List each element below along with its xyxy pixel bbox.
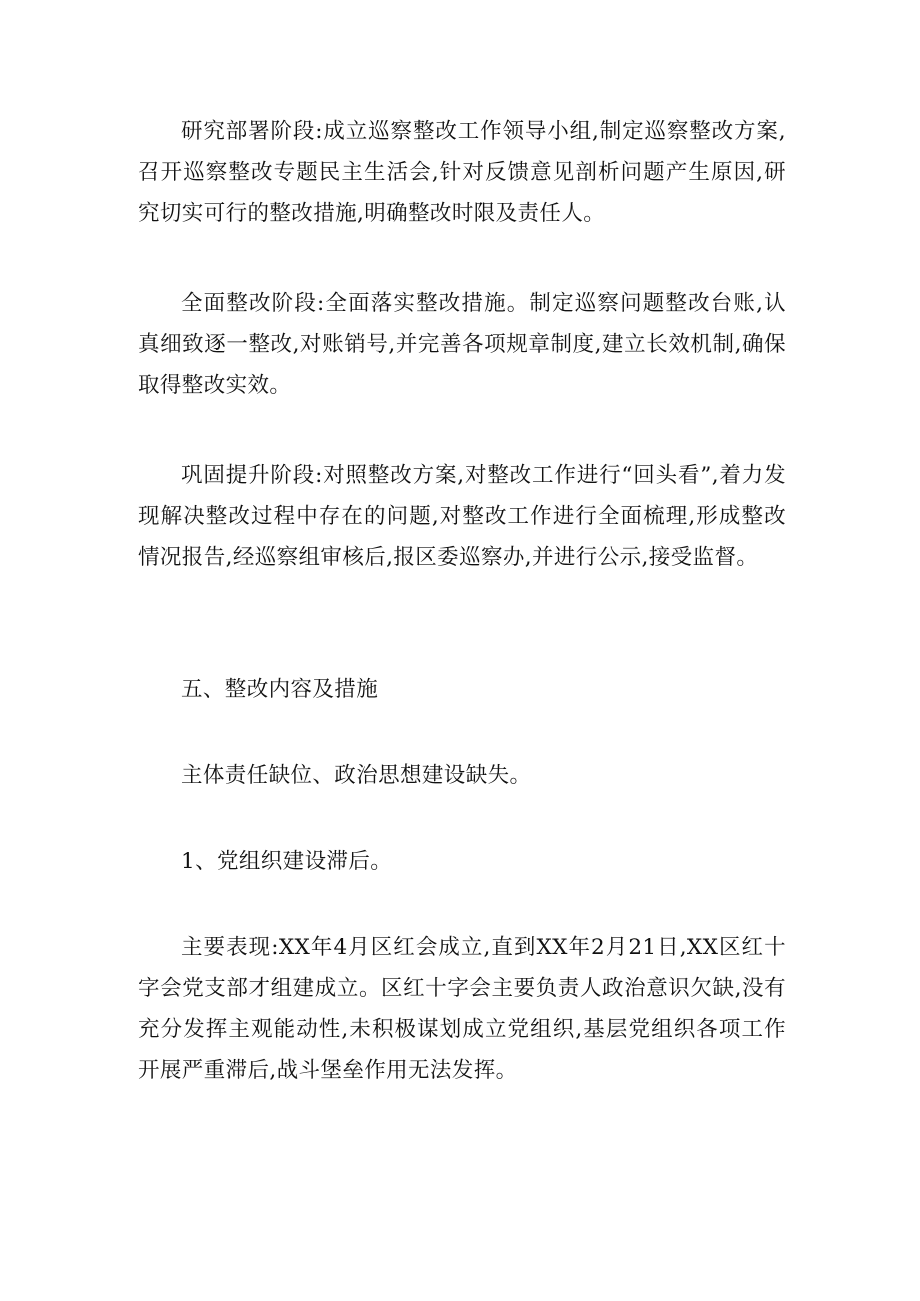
item-heading: 1、党组织建设滞后。 — [181, 849, 393, 874]
paragraph-full-rectification-stage: 全面整改阶段:全面落实整改措施。制定巡察问题整改台账,认真细致逐一整改,对账销号,并完善各项规章制度,建立长效机制,确保取得整改实效。 — [138, 291, 786, 398]
subsection-heading: 主体责任缺位、政治思想建设缺失。 — [181, 763, 532, 788]
paragraph-consolidation-stage: 巩固提升阶段:对照整改方案,对整改工作进行“回头看”,着力发现解决整改过程中存在的问题,对整改工作进行全面梳理,形成整改情况报告,经巡察组审核后,报区委巡察办,并进行公示,接受监督。 — [138, 463, 786, 570]
paragraph-research-stage: 研究部署阶段:成立巡察整改工作领导小组,制定巡察整改方案,召开巡察整改专题民主生活会,针对反馈意见剖析问题产生原因,研究切实可行的整改措施,明确整改时限及责任人。 — [138, 119, 786, 226]
section-heading: 五、整改内容及措施 — [181, 677, 379, 702]
paragraph-main-manifestation: 主要表现:XX年4月区红会成立,直到XX年2月21日,XX区红十字会党支部才组建成立。区红十字会主要负责人政治意识欠缺,没有充分发挥主观能动性,未积极谋划成立党组织,基层党组织各项工作开展严重滞后,战斗堡垒作用无法发挥。 — [138, 935, 786, 1083]
